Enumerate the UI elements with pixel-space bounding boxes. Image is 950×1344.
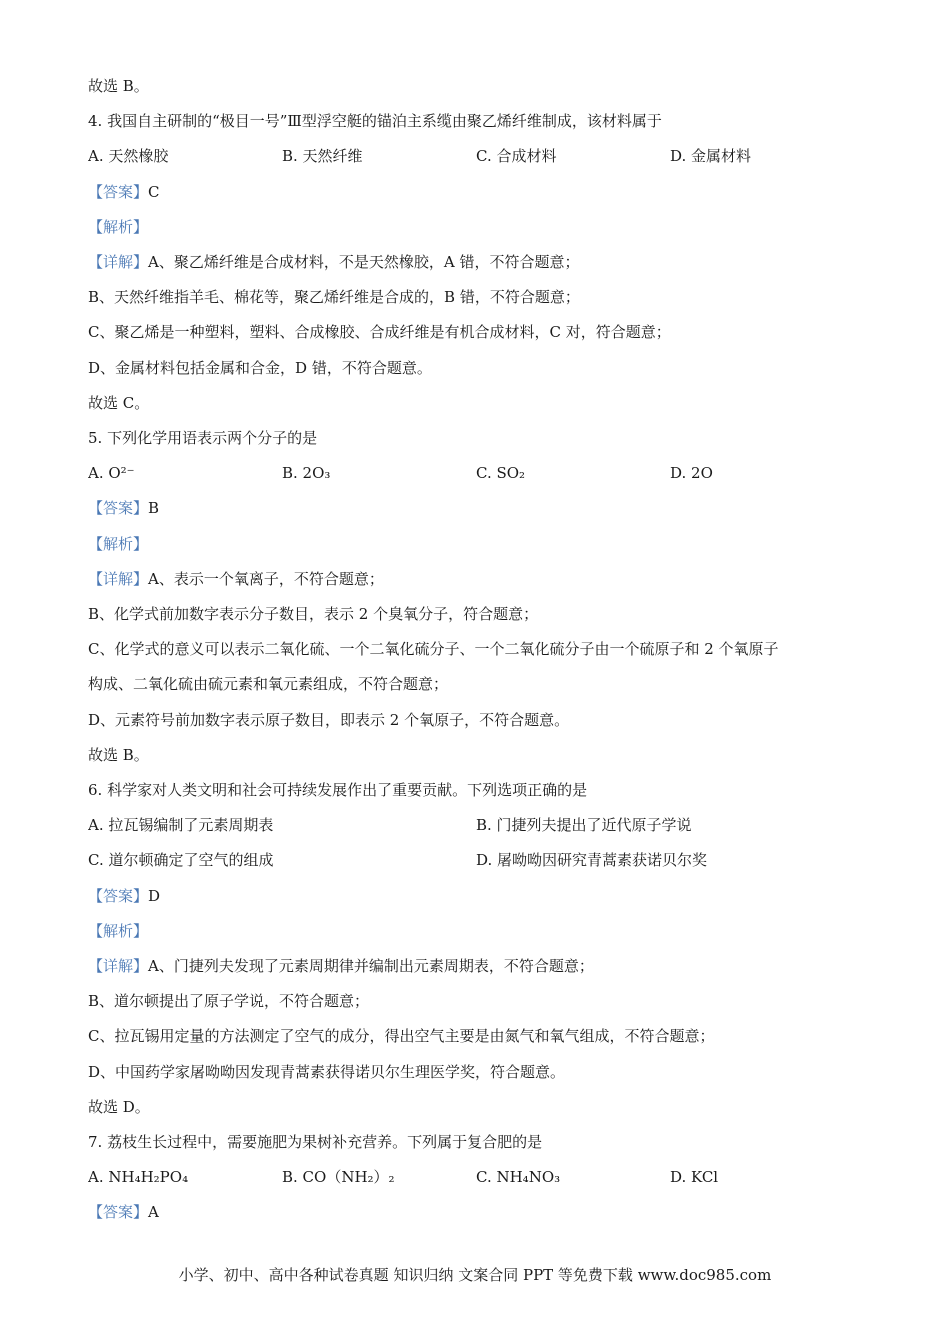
section-tag: 【解析】 [88,535,149,553]
text-line [88,597,868,632]
text-line [88,738,868,773]
section-tag: 【解析】 [88,218,149,236]
text-line [88,315,868,350]
text-line [88,280,868,315]
answer-option: D. KCl [670,1168,719,1186]
text-line [88,104,868,139]
answer-option: D. 屠呦呦因研究青蒿素获诺贝尔奖 [476,851,708,869]
answer-option: C. 合成材料 [476,147,557,165]
answer-option: D. 2O [670,464,713,482]
line-text: D、元素符号前加数字表示原子数目，即表示 2 个氧原子，不符合题意。 [88,711,570,729]
section-tag: 【详解】 [88,957,149,975]
labeled-line [88,562,868,597]
line-text: 故选 B。 [88,77,149,95]
option-row [88,139,868,174]
labeled-line [88,949,868,984]
answer-option: C. 道尔顿确定了空气的组成 [88,851,274,869]
line-text: C [148,183,160,201]
text-line [88,667,868,702]
line-text: 7. 荔枝生长过程中，需要施肥为果树补充营养。下列属于复合肥的是 [88,1133,543,1151]
line-text: C、化学式的意义可以表示二氧化硫、一个二氧化硫分子、一个二氧化硫分子由一个硫原子和 2 个氧原子 [88,640,779,658]
labeled-line [88,245,868,280]
line-text: 故选 D。 [88,1098,150,1116]
answer-option: B. CO（NH₂）₂ [282,1168,395,1186]
line-text: B、道尔顿提出了原子学说，不符合题意； [88,992,370,1010]
labeled-line [88,879,868,914]
line-text: 5. 下列化学用语表示两个分子的是 [88,429,318,447]
line-text: 6. 科学家对人类文明和社会可持续发展作出了重要贡献。下列选项正确的是 [88,781,588,799]
answer-option: D. 金属材料 [670,147,752,165]
answer-option: B. 门捷列夫提出了近代原子学说 [476,816,692,834]
option-row [88,456,868,491]
line-text: C、聚乙烯是一种塑料，塑料、合成橡胶、合成纤维是有机合成材料，C 对，符合题意； [88,323,671,341]
text-line [88,1125,868,1160]
answer-option: A. 天然橡胶 [88,147,169,165]
line-text: 构成、二氧化硫由硫元素和氧元素组成，不符合题意； [88,675,449,693]
answer-option: A. O²⁻ [88,464,135,482]
line-text: A、门捷列夫发现了元素周期律并编制出元素周期表，不符合题意； [148,957,594,975]
text-line [88,351,868,386]
option-row [88,808,868,843]
answer-option: A. 拉瓦锡编制了元素周期表 [88,816,274,834]
line-text: D、中国药学家屠呦呦因发现青蒿素获得诺贝尔生理医学奖，符合题意。 [88,1063,566,1081]
section-tag: 【答案】 [88,499,149,517]
text-line [88,1055,868,1090]
line-text: A [148,1203,159,1221]
section-tag: 【答案】 [88,887,149,905]
labeled-line [88,527,868,562]
labeled-line [88,491,868,526]
labeled-line [88,914,868,949]
text-line [88,1090,868,1125]
answer-option: C. NH₄NO₃ [476,1168,561,1186]
text-line [88,386,868,421]
text-line [88,703,868,738]
section-tag: 【答案】 [88,183,149,201]
section-tag: 【详解】 [88,253,149,271]
line-text: D、金属材料包括金属和合金，D 错，不符合题意。 [88,359,432,377]
line-text: A、表示一个氧离子，不符合题意； [148,570,384,588]
labeled-line [88,1195,868,1230]
labeled-line [88,175,868,210]
option-row [88,843,868,878]
labeled-line [88,210,868,245]
section-tag: 【详解】 [88,570,149,588]
line-text: B [148,499,160,517]
line-text: C、拉瓦锡用定量的方法测定了空气的成分，得出空气主要是由氮气和氧气组成，不符合题意； [88,1027,715,1045]
text-line [88,773,868,808]
answer-option: B. 天然纤维 [282,147,363,165]
text-line [88,69,868,104]
text-line [88,1019,868,1054]
section-tag: 【答案】 [88,1203,149,1221]
line-text: A、聚乙烯纤维是合成材料，不是天然橡胶，A 错，不符合题意； [148,253,580,271]
line-text: B、化学式前加数字表示分子数目，表示 2 个臭氧分子，符合题意； [88,605,539,623]
answer-option: A. NH₄H₂PO₄ [88,1168,189,1186]
text-line [88,632,868,667]
text-line [88,984,868,1019]
page-footer: 小学、初中、高中各种试卷真题 知识归纳 文案合同 PPT 等免费下载 www.doc985.com [178,1266,772,1284]
answer-option: B. 2O₃ [282,464,331,482]
line-text: 故选 B。 [88,746,149,764]
line-text: B、天然纤维指羊毛、棉花等，聚乙烯纤维是合成的，B 错，不符合题意； [88,288,580,306]
answer-option: C. SO₂ [476,464,526,482]
line-text: D [148,887,161,905]
section-tag: 【解析】 [88,922,149,940]
option-row [88,1160,868,1195]
line-text: 4. 我国自主研制的“极目一号”Ⅲ型浮空艇的锚泊主系缆由聚乙烯纤维制成，该材料属于 [88,112,662,130]
line-text: 故选 C。 [88,394,150,412]
text-line [88,421,868,456]
